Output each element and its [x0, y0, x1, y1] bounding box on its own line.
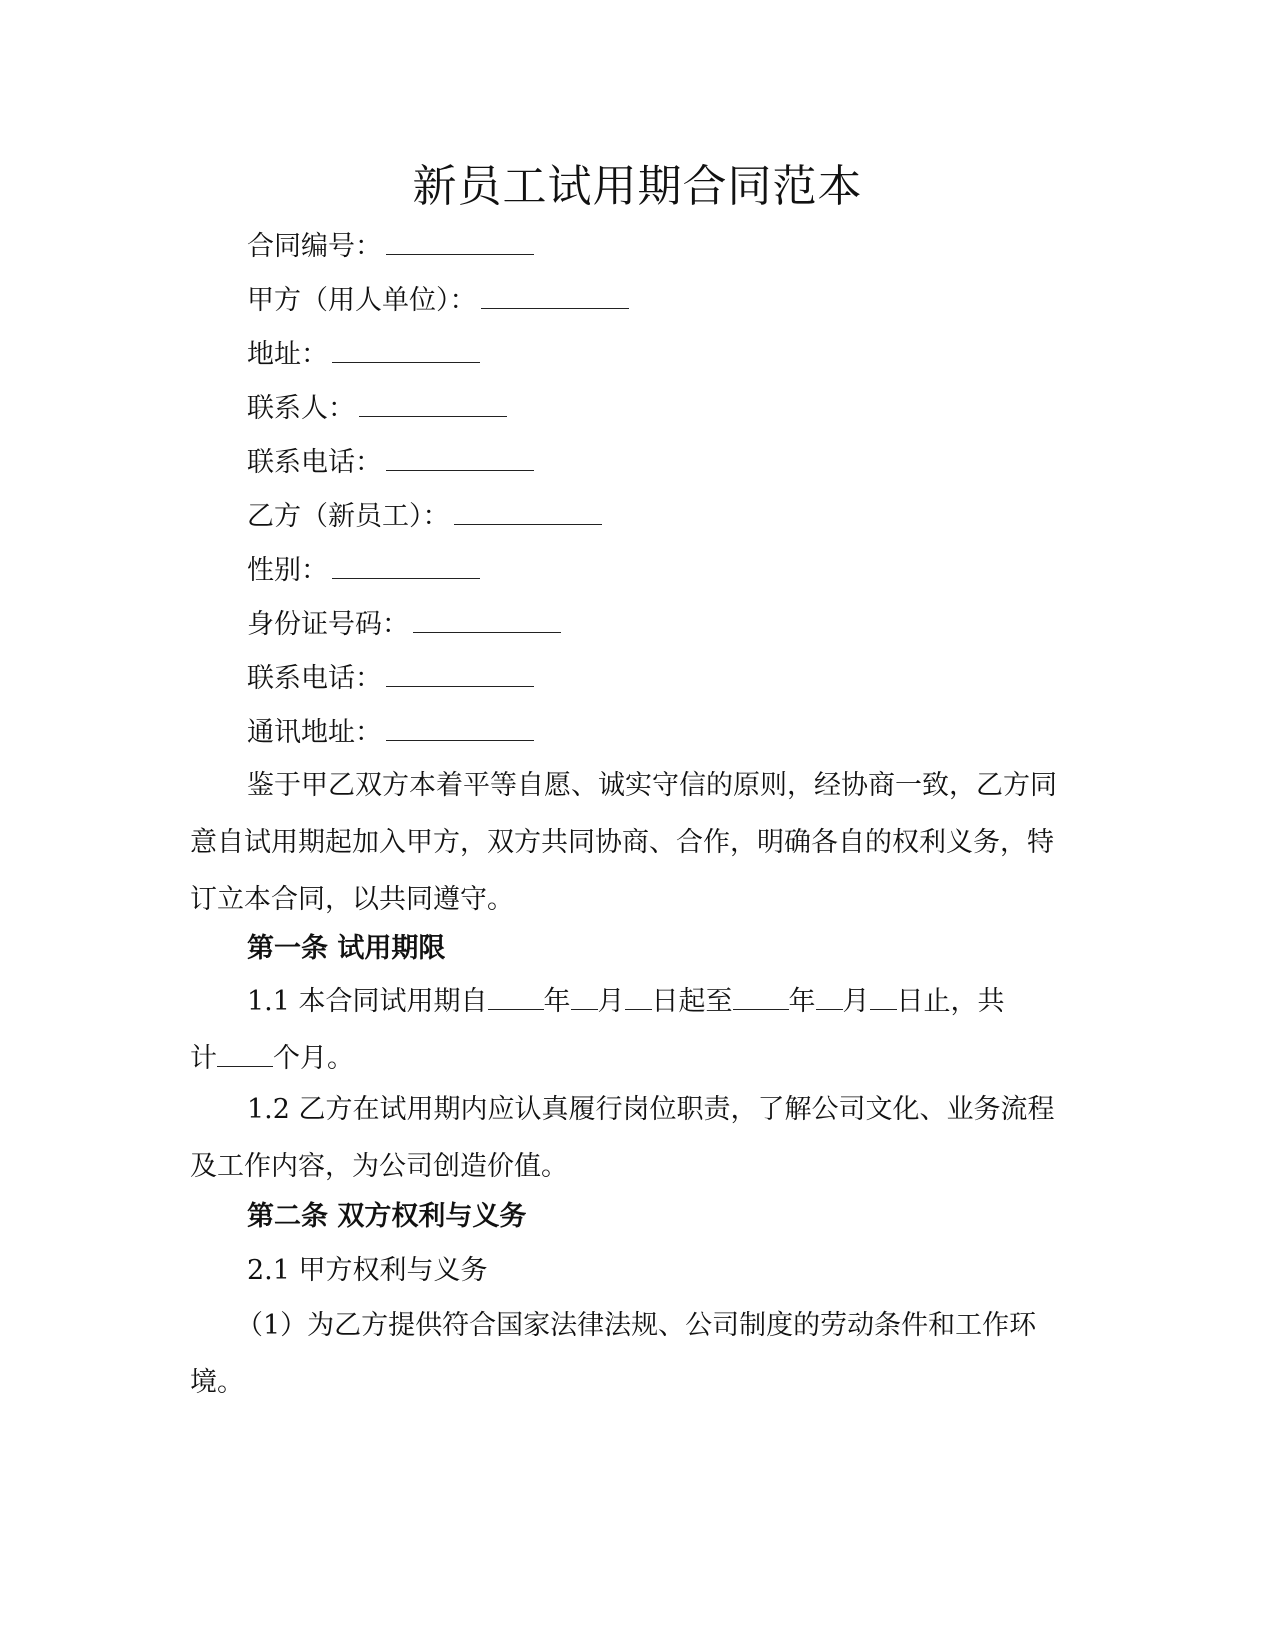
clause-text: 年 [543, 986, 571, 1017]
clause-2-1: 2.1 甲方权利与义务 [247, 1255, 488, 1286]
field-label: 合同编号： [247, 231, 382, 262]
party-a-field [247, 281, 629, 321]
blank-line [217, 1044, 273, 1067]
clause-text: 日止，共 [896, 986, 1005, 1017]
blank-line [332, 340, 480, 363]
blank-line [413, 610, 561, 633]
article-2-heading: 第二条 双方权利与义务 [247, 1201, 527, 1232]
blank-line [870, 987, 897, 1010]
blank-line [488, 987, 544, 1010]
blank-line [359, 394, 507, 417]
field-label: 身份证号码： [247, 609, 409, 640]
field-label: 联系人： [247, 393, 355, 424]
clause-text: 1.1 本合同试用期自 [247, 986, 488, 1017]
clause-1-1 [190, 973, 1080, 1087]
party-b-phone-field [247, 659, 534, 699]
gender-field [247, 551, 480, 591]
clause-text: 年 [788, 986, 816, 1017]
blank-line [816, 987, 843, 1010]
field-label: 乙方（新员工）： [247, 501, 450, 532]
clause-1-2 [190, 1081, 1080, 1195]
blank-line [454, 502, 602, 525]
blank-line [386, 448, 534, 471]
clause-text: 个月。 [273, 1043, 354, 1074]
clause-2-1-item-1 [190, 1297, 1080, 1411]
blank-line [332, 556, 480, 579]
blank-line [386, 718, 534, 741]
clause-text: 日起至 [651, 986, 733, 1017]
blank-line [625, 987, 652, 1010]
article-1-heading: 第一条 试用期限 [247, 933, 446, 964]
field-label: 甲方（用人单位）： [247, 285, 477, 316]
blank-line [481, 286, 629, 309]
blank-line [386, 664, 534, 687]
document-title: 新员工试用期合同范本 [412, 161, 863, 212]
clause-text: 月 [597, 986, 625, 1017]
preamble-paragraph [190, 757, 1080, 928]
clause-text: （1）为乙方提供符合国家法律法规、公司制度的劳动条件和工作环境。 [190, 1310, 1037, 1398]
address-field [247, 335, 480, 375]
field-label: 地址： [247, 339, 328, 370]
contact-person-field [247, 389, 507, 429]
clause-text: 1.2 乙方在试用期内应认真履行岗位职责，了解公司文化、业务流程及工作内容，为公司创造价值。 [190, 1094, 1055, 1182]
field-label: 通讯地址： [247, 717, 382, 748]
field-label: 联系电话： [247, 447, 382, 478]
blank-line [571, 987, 598, 1010]
clause-text: 计 [190, 1043, 217, 1074]
field-label: 联系电话： [247, 663, 382, 694]
party-b-field [247, 497, 602, 537]
contract-number-field [247, 227, 534, 267]
mailing-address-field [247, 713, 534, 753]
blank-line [386, 232, 534, 255]
preamble-text: 鉴于甲乙双方本着平等自愿、诚实守信的原则，经协商一致，乙方同意自试用期起加入甲方，双方共同协商、合作，明确各自的权利义务，特订立本合同，以共同遵守。 [190, 770, 1057, 915]
blank-line [733, 987, 789, 1010]
id-number-field [247, 605, 561, 645]
party-a-phone-field [247, 443, 534, 483]
field-label: 性别： [247, 555, 328, 586]
clause-text: 月 [842, 986, 870, 1017]
